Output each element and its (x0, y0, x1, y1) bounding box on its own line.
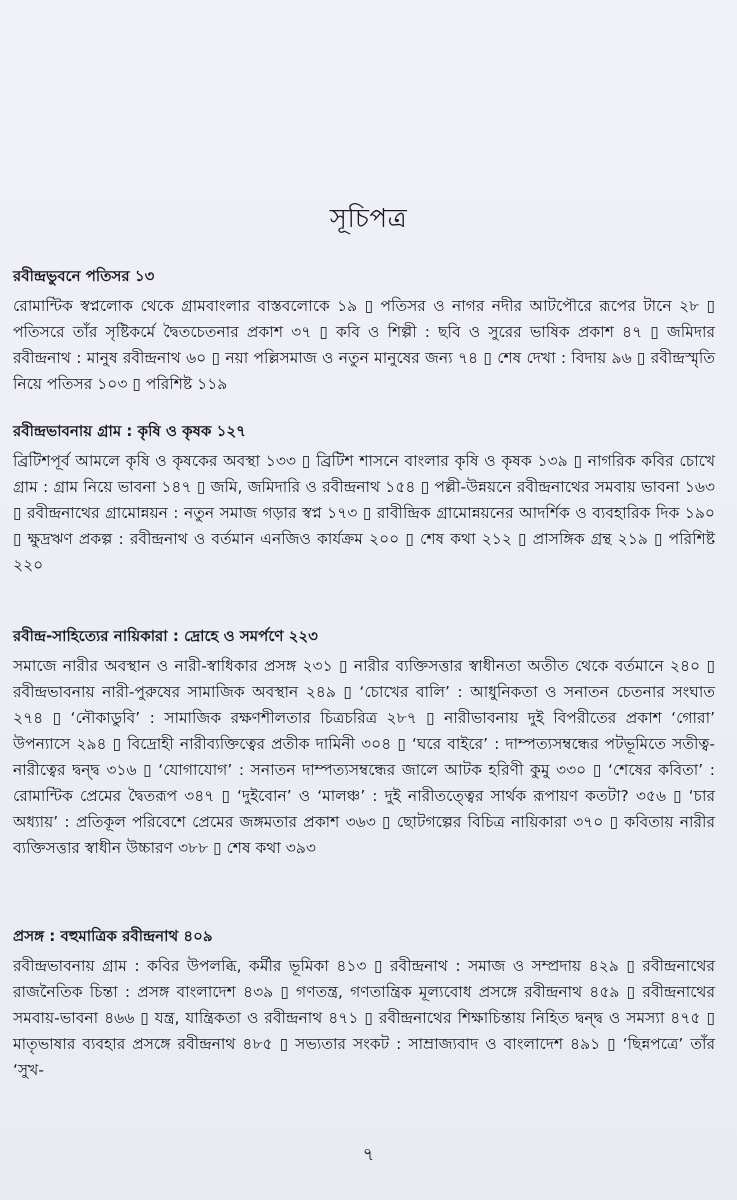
section-heading: রবীন্দ্র-সাহিত্যের নায়িকারা : দ্রোহে ও সমর্পণে ২২৩ (13, 627, 318, 645)
section-entries: রোমান্টিক স্বপ্নলোক থেকে গ্রামবাংলার বাস্তবলোকে ১৯ ▯ পতিসর ও নাগর নদীর আটপৌরে রূপের টানে ২৮ ▯ পতিসরে তাঁর সৃষ্টিকর্মে দ্বৈতচেতনার প্রকাশ ৩৭ ▯ কবি ও শিল্পী : ছবি ও সুরের ভাষিক প্রকাশ ৪৭ ▯ জমিদার রবীন্দ্রনাথ : মানুষ রবীন্দ্রনাথ ৬০ ▯ নয়া পল্লিসমাজ ও নতুন মানুষের জন্য ৭৪ ▯ শেষ দেখা : বিদায় ৯৬ ▯ রবীন্দ্রস্মৃতি নিয়ে পতিসর ১০৩ ▯ পরিশিষ্ট ১১৯ (13, 297, 715, 393)
page-number: ৭ (362, 1144, 375, 1165)
section-entries: রবীন্দ্রভাবনায় গ্রাম : কবির উপলব্ধি, কর্মীর ভূমিকা ৪১৩ ▯ রবীন্দ্রনাথ : সমাজ ও সম্প্রদায় ৪২৯ ▯ রবীন্দ্রনাথের রাজনৈতিক চিন্তা : প্রসঙ্গ বাংলাদেশ ৪৩৯ ▯ গণতন্ত্র, গণতান্ত্রিক মূল্যবোধ প্রসঙ্গে রবীন্দ্রনাথ ৪৫৯ ▯ রবীন্দ্রনাথের সমবায়-ভাবনা ৪৬৬ ▯ যন্ত্র, যান্ত্রিকতা ও রবীন্দ্রনাথ ৪৭১ ▯ রবীন্দ্রনাথের শিক্ষাচিন্তায় নিহিত দ্বন্দ্ব ও সমস্যা ৪৭৫ ▯ মাতৃভাষার ব্যবহার প্রসঙ্গে রবীন্দ্রনাথ ৪৮৫ ▯ সভ্যতার সংকট : সাম্রাজ্যবাদ ও বাংলাদেশ ৪৯১ ▯ ‘ছিন্নপত্রে’ তাঁর ‘সুখ- (13, 957, 715, 1079)
toc-section-potisar (13, 265, 715, 397)
page-title: সূচিপত্র (329, 204, 408, 234)
section-entries: ব্রিটিশপূর্ব আমলে কৃষি ও কৃষকের অবস্থা ১৩৩ ▯ ব্রিটিশ শাসনে বাংলার কৃষি ও কৃষক ১৩৯ ▯ নাগরিক কবির চোখে গ্রাম : গ্রাম নিয়ে ভাবনা ১৪৭ ▯ জমি, জমিদারি ও রবীন্দ্রনাথ ১৫৪ ▯ পল্লী-উন্নয়নে রবীন্দ্রনাথের সমবায় ভাবনা ১৬৩ ▯ রবীন্দ্রনাথের গ্রামোন্নয়ন : নতুন সমাজ গড়ার স্বপ্ন ১৭৩ ▯ রাবীন্দ্রিক গ্রামোন্নয়নের আদর্শিক ও ব্যবহারিক দিক ১৯০ ▯ ক্ষুদ্রঋণ প্রকল্প : রবীন্দ্রনাথ ও বর্তমান এনজিও কার্যক্রম ২০০ ▯ শেষ কথা ২১২ ▯ প্রাসঙ্গিক গ্রন্থ ২১৯ ▯ পরিশিষ্ট ২২০ (13, 452, 715, 574)
section-heading: রবীন্দ্রভুবনে পতিসর ১৩ (13, 267, 155, 285)
toc-section-heroines (13, 625, 715, 861)
toc-section-village (13, 420, 715, 578)
section-heading: রবীন্দ্রভাবনায় গ্রাম : কৃষি ও কৃষক ১২৭ (13, 422, 246, 440)
section-entries: সমাজে নারীর অবস্থান ও নারী-স্বাধিকার প্রসঙ্গ ২৩১ ▯ নারীর ব্যক্তিসত্তার স্বাধীনতা অতীত থেকে বর্তমানে ২৪০ ▯ রবীন্দ্রভাবনায় নারী-পুরুষের সামাজিক অবস্থান ২৪৯ ▯ ‘চোখের বালি’ : আধুনিকতা ও সনাতন চেতনার সংঘাত ২৭৪ ▯ ‘নৌকাডুবি’ : সামাজিক রক্ষণশীলতার চিত্রচরিত্র ২৮৭ ▯ নারীভাবনায় দুই বিপরীতের প্রকাশ ‘গোরা’ উপন্যাসে ২৯৪ ▯ বিদ্রোহী নারীব্যক্তিত্বের প্রতীক দামিনী ৩০৪ ▯ ‘ঘরে বাইরে’ : দাম্পত্যসম্বন্ধের পটভূমিতে সতীত্ব-নারীত্বের দ্বন্দ্ব ৩১৬ ▯ ‘যোগাযোগ’ : সনাতন দাম্পত্যসম্বন্ধের জালে আটক হরিণী কুমু ৩৩০ ▯ ‘শেষের কবিতা’ : রোমান্টিক প্রেমের দ্বৈতরূপ ৩৪৭ ▯ ‘দুইবোন’ ও ‘মালঞ্চ’ : দুই নারীতত্ত্বের সার্থক রূপায়ণ কতটা? ৩৫৬ ▯ ‘চার অধ্যায়’ : প্রতিকূল পরিবেশে প্রেমের জঙ্গমতার প্রকাশ ৩৬৩ ▯ ছোটগল্পের বিচিত্র নায়িকারা ৩৭০ ▯ কবিতায় নারীর ব্যক্তিসত্তার স্বাধীন উচ্চারণ ৩৮৮ ▯ শেষ কথা ৩৯৩ (13, 657, 715, 857)
section-heading: প্রসঙ্গ : বহুমাত্রিক রবীন্দ্রনাথ ৪০৯ (13, 927, 213, 945)
toc-section-multidimensional (13, 925, 715, 1083)
